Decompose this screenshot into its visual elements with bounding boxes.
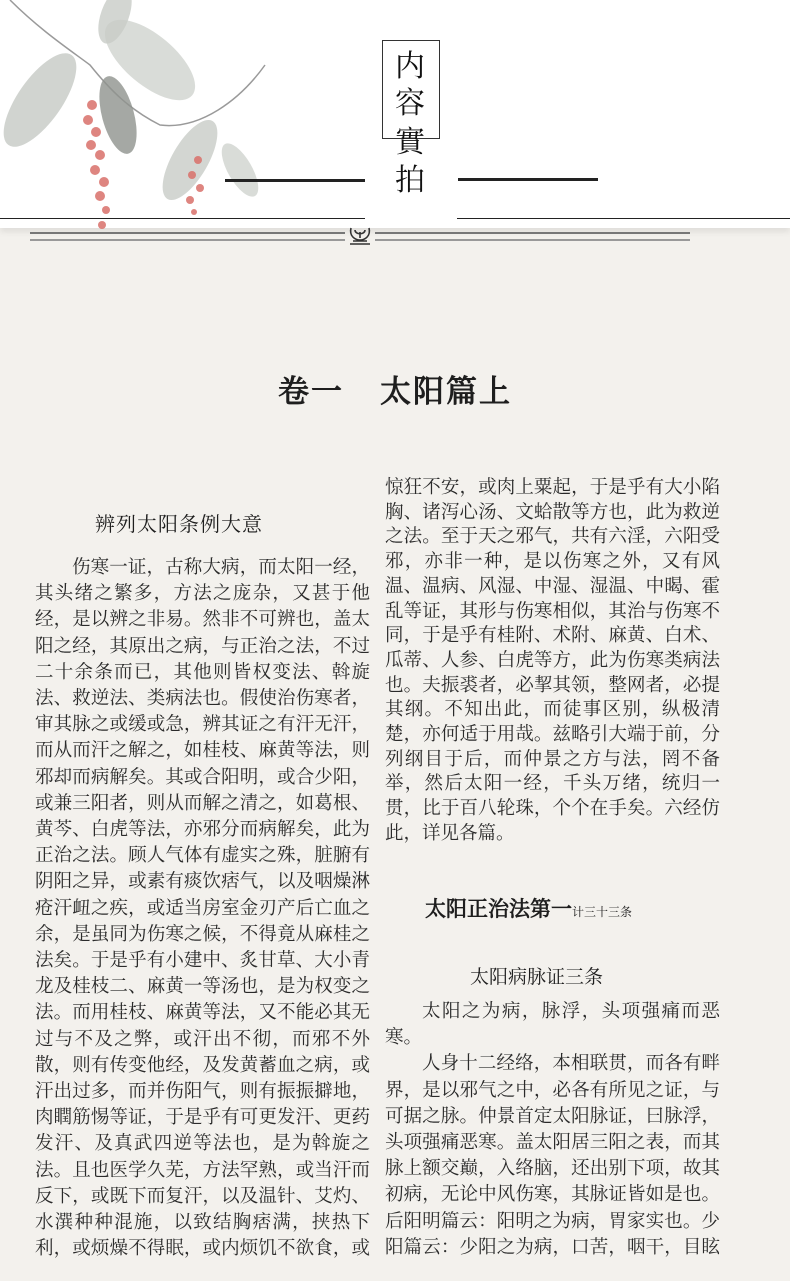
text-line: 阴阳之异，或素有痰饮痞气，以及咽燥淋 (35, 872, 370, 893)
text-line: 瓜蒂、人参、白虎等方，此为伤寒类病法 (385, 650, 720, 671)
header-rule-thin-left (0, 218, 365, 219)
section-note: 计三十三条 (572, 905, 633, 919)
right-column-text-a (385, 476, 720, 847)
text-line: 举，然后太阳一经，千头万绪，统归一 (385, 774, 720, 795)
text-line: 汗出过多，而并伤阳气，则有振振擗地， (35, 1082, 370, 1103)
text-line: 邪却而病解矣。其或合阳明，或合少阳， (35, 767, 370, 788)
text-line: 初病，无论中风伤寒，其脉证皆如是也。 (385, 1185, 720, 1206)
text-line: 此，详见各篇。 (385, 823, 515, 844)
text-line: 脉上额交巅，入络脑，还出别下项，故其 (385, 1159, 720, 1180)
text-line: 同，于是乎有桂附、术附、麻黄、白术、 (385, 626, 720, 647)
text-line: 也。夫振裘者，必挈其领，整网者，必提 (385, 675, 720, 696)
text-line: 贯，比于百八轮珠，个个在手矣。六经仿 (385, 799, 720, 820)
chapter-name: 太阳篇上 (380, 374, 512, 410)
text-line: 寒。 (385, 1028, 423, 1049)
text-line: 法矣。于是乎有小建中、炙甘草、大小青 (35, 951, 370, 972)
text-line: 过与不及之弊，或汗出不彻，而邪不外 (35, 1029, 370, 1050)
text-line: 余，是虽同为伤寒之候，不得竟从麻桂之 (35, 924, 370, 945)
text-line: 水潠种种混施，以致结胸痞满，挟热下 (35, 1213, 370, 1234)
text-line: 而从而汗之解之，如桂枝、麻黄等法，则 (35, 741, 370, 762)
text-line: 利，或烦燥不得眠，或内烦饥不欲食，或 (35, 1239, 370, 1260)
text-line: 之法。至于天之邪气，共有六淫，六阳受 (385, 527, 720, 548)
text-line: 阳之经，其原出之病，与正治之法，不过 (35, 636, 370, 657)
ornament-icon (347, 226, 373, 246)
text-line: 人身十二经络，本相联贯，而各有畔 (422, 1054, 720, 1075)
text-line: 温、温病、风湿、中湿、湿温、中暍、霍 (385, 576, 720, 597)
section-title: 太阳正治法第一 (425, 897, 572, 921)
page-header (0, 0, 790, 228)
header-rule-thick-left (225, 179, 365, 182)
ornament-line-left (30, 232, 345, 241)
text-line: 太阳之为病，脉浮，头项强痛而恶 (422, 1002, 720, 1022)
text-line: 楚，亦何适于用哉。兹略引大端于前，分 (385, 725, 720, 746)
text-line: 肉瞤筋惕等证，于是乎有可更发汗、更药 (35, 1108, 370, 1129)
text-line: 审其脉之或缓或急，辨其证之有汗无汗， (35, 715, 370, 736)
text-line: 经，是以辨之非易。然非不可辨也，盖太 (35, 610, 370, 631)
text-line: 胸、诸泻心汤、文蛤散等方也，此为救逆 (385, 502, 720, 523)
text-line: 惊狂不安，或肉上粟起，于是乎有大小陷 (385, 478, 720, 498)
text-line: 列纲目于后，而仲景之方与法，罔不备 (385, 749, 720, 770)
sub-heading: 太阳病脉证三条 (470, 966, 604, 988)
text-line: 头项强痛恶寒。盖太阳居三阳之表，而其 (385, 1133, 720, 1154)
text-line: 后阳明篇云：阳明之为病，胃家实也。少 (385, 1211, 720, 1232)
section-heading (425, 893, 632, 923)
text-line: 正治之法。顾人气体有虚实之殊，脏腑有 (35, 846, 370, 867)
chapter-title (0, 366, 790, 411)
volume-label: 卷一 (278, 374, 344, 410)
text-line: 其头绪之繁多，方法之庞杂，又甚于他 (35, 584, 370, 605)
header-title-char: 實 (395, 125, 425, 160)
plant-illustration (0, 0, 270, 230)
text-line: 散，则有传变他经，及发黄蓄血之病，或 (35, 1055, 370, 1076)
header-rule-thin-right (457, 218, 790, 219)
header-title-char: 内 (395, 49, 425, 84)
header-title-char: 拍 (395, 163, 425, 198)
left-column-text (35, 555, 370, 1262)
text-line: 或兼三阳者，则从而解之清之，如葛根、 (35, 793, 370, 814)
text-line: 黄芩、白虎等法，亦邪分而病解矣，此为 (35, 820, 370, 841)
text-line: 可据之脉。仲景首定太阳脉证，曰脉浮， (385, 1106, 720, 1127)
text-line: 二十余条而已，其他则皆权变法、斡旋 (35, 662, 370, 683)
text-line: 法。而用桂枝、麻黄等法，又不能必其无 (35, 1003, 370, 1024)
ornament-line-right (375, 232, 690, 241)
text-line: 龙及桂枝二、麻黄一等汤也，是为权变之 (35, 977, 370, 998)
text-line: 其纲。不知出此，而徒事区别，纵极清 (385, 700, 720, 721)
text-line: 疮汗衄之疾，或适当房室金刃产后亡血之 (35, 898, 370, 919)
text-line: 伤寒一证，古称大病，而太阳一经， (72, 558, 370, 578)
text-line: 乱等证，其形与伤寒相似，其治与伤寒不 (385, 601, 720, 622)
text-line: 邪，亦非一种，是以伤寒之外，又有风 (385, 552, 720, 573)
text-line: 界，是以邪气之中，必各有所见之证，与 (385, 1080, 720, 1101)
text-line: 法。且也医学久芜，方法罕熟，或当汗而 (35, 1160, 370, 1181)
text-line: 法、救逆法、类病法也。假使治伤寒者， (35, 689, 370, 710)
text-line: 发汗、及真武四逆等法也，是为斡旋之 (35, 1134, 370, 1155)
text-line: 反下，或既下而复汗，以及温针、艾灼、 (35, 1186, 370, 1207)
left-section-heading: 辨列太阳条例大意 (95, 512, 263, 536)
text-line: 阳篇云：少阳之为病，口苦，咽干，目眩 (385, 1237, 720, 1258)
header-rule-thick-right (458, 178, 598, 181)
header-title-char: 容 (395, 86, 425, 121)
right-column-text-b (385, 999, 720, 1261)
